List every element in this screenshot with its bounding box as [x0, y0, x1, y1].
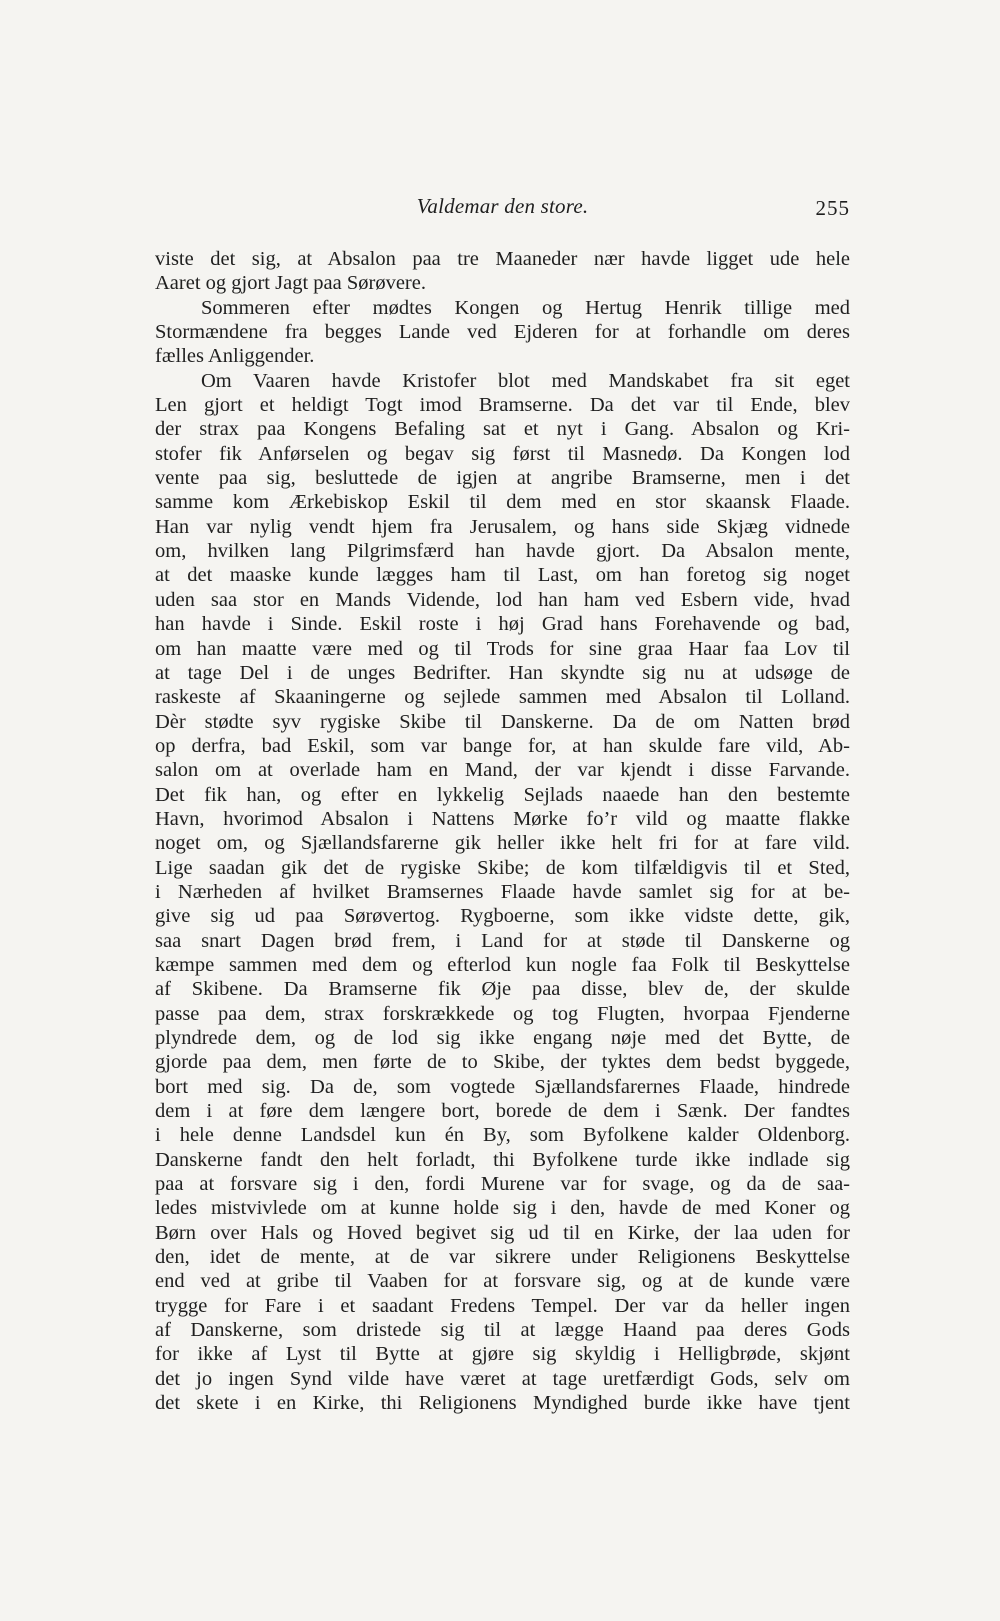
text-line: i Nærheden af hvilket Bramsernes Flaade havde samlet sig for at be-: [155, 880, 850, 903]
text-line: Len gjort et heldigt Togt imod Bramserne. Da det var til Ende, blev: [155, 394, 850, 417]
page-number: 255: [815, 196, 850, 220]
text-line: Om Vaaren havde Kristofer blot med Mandskabet fra sit eget: [201, 369, 850, 392]
text-line: Børn over Hals og Hoved begivet sig ud til en Kirke, der laa uden for: [155, 1221, 850, 1244]
text-line: den, idet de mente, at de var sikrere under Religionens Beskyttelse: [155, 1246, 850, 1269]
text-line: at det maaske kunde lægges ham til Last, om han foretog sig noget: [155, 564, 850, 587]
text-line: af Danskerne, som dristede sig til at lægge Haand paa deres Gods: [155, 1319, 850, 1342]
text-line: det jo ingen Synd vilde have været at tage uretfærdigt Gods, selv om: [155, 1367, 850, 1390]
text-line: salon om at overlade ham en Mand, der var kjendt i disse Farvande.: [155, 759, 850, 782]
text-line: end ved at gribe til Vaaben for at forsvare sig, og at de kunde være: [155, 1270, 850, 1293]
text-line: han havde i Sinde. Eskil roste i høj Grad hans Forehavende og bad,: [155, 613, 850, 636]
text-line: fælles Anliggender.: [155, 345, 315, 368]
text-line: give sig ud paa Sørøvertog. Rygboerne, som ikke vidste dette, gik,: [155, 905, 850, 928]
text-line: om han maatte være med og til Trods for sine graa Haar faa Lov til: [155, 637, 850, 660]
text-line: ledes mistvivlede om at kunne holde sig i den, havde de med Koner og: [155, 1197, 850, 1220]
text-line: det skete i en Kirke, thi Religionens Myndighed burde ikke have tjent: [155, 1392, 850, 1415]
running-title: Valdemar den store.: [416, 194, 589, 218]
text-line: Aaret og gjort Jagt paa Sørøvere.: [155, 272, 426, 295]
text-line: noget om, og Sjællandsfarerne gik heller ikke helt fri for at fare vild.: [155, 832, 850, 855]
running-head: [155, 194, 850, 228]
text-line: viste det sig, at Absalon paa tre Maaneder nær havde ligget ude hele: [155, 248, 850, 270]
text-line: Danskerne fandt den helt forladt, thi Byfolkene turde ikke indlade sig: [155, 1148, 850, 1171]
text-line: op derfra, bad Eskil, som var bange for, at han skulde fare vild, Ab-: [155, 734, 850, 757]
text-line: Dèr stødte syv rygiske Skibe til Danskerne. Da de om Natten brød: [155, 710, 850, 733]
text-line: bort med sig. Da de, som vogtede Sjællandsfarernes Flaade, hindrede: [155, 1075, 850, 1098]
text-line: saa snart Dagen brød frem, i Land for at støde til Danskerne og: [155, 929, 850, 952]
text-line: af Skibene. Da Bramserne fik Øje paa disse, blev de, der skulde: [155, 978, 850, 1001]
text-line: kæmpe sammen med dem og efterlod kun nogle faa Folk til Beskyttelse: [155, 953, 850, 976]
text-line: uden saa stor en Mands Vidende, lod han ham ved Esbern vide, hvad: [155, 588, 850, 611]
text-line: at tage Del i de unges Bedrifter. Han skyndte sig nu at udsøge de: [155, 661, 850, 684]
text-line: vente paa sig, besluttede de igjen at angribe Bramserne, men i det: [155, 467, 850, 490]
text-line: Havn, hvorimod Absalon i Nattens Mørke fo’r vild og maatte flakke: [155, 807, 850, 830]
text-line: trygge for Fare i et saadant Fredens Tempel. Der var da heller ingen: [155, 1294, 850, 1317]
text-line: Det fik han, og efter en lykkelig Sejlads naaede han den bestemte: [155, 783, 850, 806]
text-line: plyndrede dem, og de lod sig ikke engang nøje med det Bytte, de: [155, 1027, 850, 1049]
text-line: Stormændene fra begges Lande ved Ejderen for at forhandle om deres: [155, 321, 850, 344]
text-line: raskeste af Skaaningerne og sejlede sammen med Absalon til Lolland.: [155, 686, 850, 709]
text-line: om, hvilken lang Pilgrimsfærd han havde gjort. Da Absalon mente,: [155, 540, 850, 563]
text-line: paa at forsvare sig i den, fordi Murene var for svage, og da de saa-: [155, 1173, 850, 1196]
text-line: Lige saadan gik det de rygiske Skibe; de kom tilfældigvis til et Sted,: [155, 856, 850, 879]
text-line: i hele denne Landsdel kun én By, som Byfolkene kalder Oldenborg.: [155, 1124, 850, 1147]
text-line: for ikke af Lyst til Bytte at gjøre sig skyldig i Helligbrøde, skjønt: [155, 1343, 850, 1366]
text-line: Han var nylig vendt hjem fra Jerusalem, og hans side Skjæg vidnede: [155, 515, 850, 538]
body-text: [155, 247, 850, 1416]
text-line: dem i at føre dem længere bort, borede de dem i Sænk. Der fandtes: [155, 1100, 850, 1123]
text-line: passe paa dem, strax forskrækkede og tog Flugten, hvorpaa Fjenderne: [155, 1002, 850, 1025]
text-line: der strax paa Kongens Befaling sat et nyt i Gang. Absalon og Kri-: [155, 418, 850, 441]
text-line: gjorde paa dem, men førte de to Skibe, der tyktes dem bedst byggede,: [155, 1051, 850, 1074]
text-line: Sommeren efter mødtes Kongen og Hertug Henrik tillige med: [201, 296, 850, 319]
text-line: samme kom Ærkebiskop Eskil til dem med en stor skaansk Flaade.: [155, 491, 850, 514]
text-line: stofer fik Anførselen og begav sig først til Masnedø. Da Kongen lod: [155, 442, 850, 465]
